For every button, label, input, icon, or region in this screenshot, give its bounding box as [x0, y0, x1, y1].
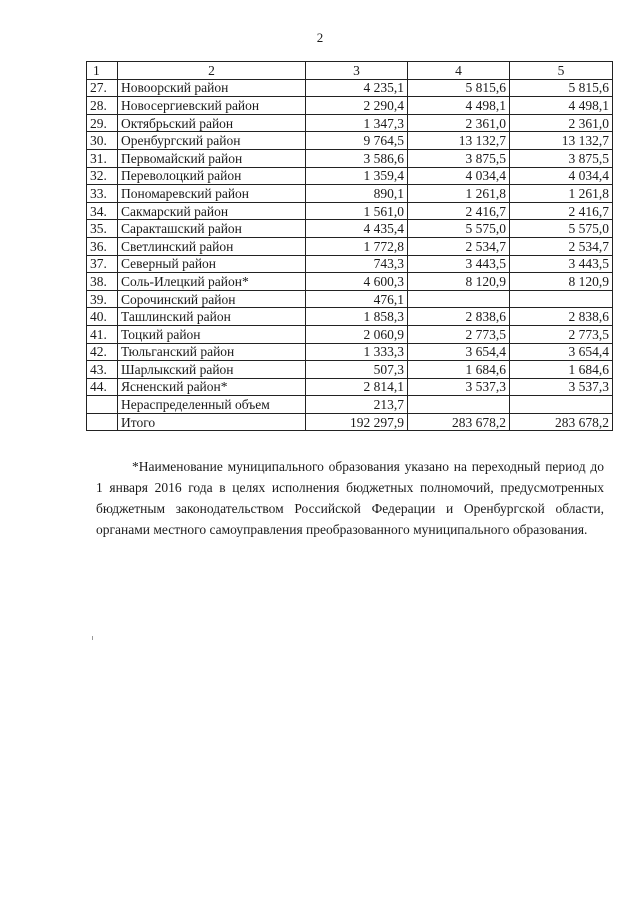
value-col3: 1 858,3 — [306, 308, 408, 326]
district-name: Тоцкий район — [118, 325, 306, 343]
district-name: Северный район — [118, 255, 306, 273]
table-row — [87, 114, 613, 132]
column-header: 2 — [118, 62, 306, 80]
district-name: Переволоцкий район — [118, 167, 306, 185]
value-col4: 3 875,5 — [408, 149, 510, 167]
district-name: Новосергиевский район — [118, 97, 306, 115]
value-col5: 3 875,5 — [510, 149, 613, 167]
value-col5: 5 575,0 — [510, 220, 613, 238]
value-col4: 2 361,0 — [408, 114, 510, 132]
table-row — [87, 97, 613, 115]
value-col5: 3 443,5 — [510, 255, 613, 273]
value-col5: 2 416,7 — [510, 202, 613, 220]
value-col4: 2 416,7 — [408, 202, 510, 220]
row-number — [87, 396, 118, 414]
value-col3: 2 290,4 — [306, 97, 408, 115]
table-row — [87, 343, 613, 361]
district-name: Саракташский район — [118, 220, 306, 238]
value-col5: 13 132,7 — [510, 132, 613, 150]
row-number: 36. — [87, 237, 118, 255]
district-name: Нераспределенный объем — [118, 396, 306, 414]
value-col4: 2 534,7 — [408, 237, 510, 255]
column-header: 1 — [87, 62, 118, 80]
value-col3: 3 586,6 — [306, 149, 408, 167]
row-number: 31. — [87, 149, 118, 167]
footnote: *Наименование муниципального образования указано на переходный период до 1 января 2016 года в целях исполнения бюджетных полномочий, предусмотренных бюджетным законодательством Российской Федерации и Оренбургской области, органами местного самоуправления преобразованного муниципального образования. — [96, 459, 604, 537]
value-col4: 1 684,6 — [408, 361, 510, 379]
value-col5 — [510, 396, 613, 414]
value-col3: 1 347,3 — [306, 114, 408, 132]
value-col5: 4 498,1 — [510, 97, 613, 115]
district-name: Сорочинский район — [118, 290, 306, 308]
table-row — [87, 273, 613, 291]
value-col4: 8 120,9 — [408, 273, 510, 291]
value-col3: 2 814,1 — [306, 378, 408, 396]
table-row — [87, 202, 613, 220]
table-row — [87, 79, 613, 97]
district-name: Ташлинский район — [118, 308, 306, 326]
value-col3: 476,1 — [306, 290, 408, 308]
district-name: Светлинский район — [118, 237, 306, 255]
total-label: Итого — [118, 413, 306, 431]
table-row — [87, 220, 613, 238]
value-col4: 1 261,8 — [408, 185, 510, 203]
value-col5: 8 120,9 — [510, 273, 613, 291]
value-col3: 4 600,3 — [306, 273, 408, 291]
value-col5: 2 773,5 — [510, 325, 613, 343]
value-col4: 4 498,1 — [408, 97, 510, 115]
table-row — [87, 378, 613, 396]
value-col4: 3 443,5 — [408, 255, 510, 273]
district-name: Новоорский район — [118, 79, 306, 97]
total-col3: 192 297,9 — [306, 413, 408, 431]
value-col3: 1 561,0 — [306, 202, 408, 220]
table-row — [87, 185, 613, 203]
total-col5: 283 678,2 — [510, 413, 613, 431]
row-number: 40. — [87, 308, 118, 326]
table-row — [87, 237, 613, 255]
row-number: 39. — [87, 290, 118, 308]
value-col4: 5 815,6 — [408, 79, 510, 97]
value-col4: 3 537,3 — [408, 378, 510, 396]
district-name: Ясненский район* — [118, 378, 306, 396]
table-row — [87, 361, 613, 379]
value-col5: 1 261,8 — [510, 185, 613, 203]
district-name: Оренбургский район — [118, 132, 306, 150]
row-number: 44. — [87, 378, 118, 396]
value-col3: 4 435,4 — [306, 220, 408, 238]
total-row-number — [87, 413, 118, 431]
value-col5: 5 815,6 — [510, 79, 613, 97]
value-col5: 3 654,4 — [510, 343, 613, 361]
scan-mark — [92, 636, 93, 640]
row-number: 32. — [87, 167, 118, 185]
value-col5: 2 838,6 — [510, 308, 613, 326]
row-number: 33. — [87, 185, 118, 203]
total-row — [87, 413, 613, 431]
row-number: 27. — [87, 79, 118, 97]
table-row — [87, 255, 613, 273]
value-col5: 1 684,6 — [510, 361, 613, 379]
row-number: 29. — [87, 114, 118, 132]
value-col4: 2 838,6 — [408, 308, 510, 326]
district-name: Соль-Илецкий район* — [118, 273, 306, 291]
value-col4 — [408, 396, 510, 414]
value-col4 — [408, 290, 510, 308]
value-col3: 9 764,5 — [306, 132, 408, 150]
total-col4: 283 678,2 — [408, 413, 510, 431]
value-col5: 4 034,4 — [510, 167, 613, 185]
value-col4: 3 654,4 — [408, 343, 510, 361]
table-row — [87, 396, 613, 414]
row-number: 37. — [87, 255, 118, 273]
value-col3: 1 333,3 — [306, 343, 408, 361]
district-name: Тюльганский район — [118, 343, 306, 361]
value-col3: 213,7 — [306, 396, 408, 414]
district-name: Октябрьский район — [118, 114, 306, 132]
row-number: 35. — [87, 220, 118, 238]
value-col3: 1 359,4 — [306, 167, 408, 185]
row-number: 28. — [87, 97, 118, 115]
value-col5 — [510, 290, 613, 308]
row-number: 42. — [87, 343, 118, 361]
row-number: 30. — [87, 132, 118, 150]
table-row — [87, 308, 613, 326]
budget-table — [86, 61, 613, 431]
row-number: 41. — [87, 325, 118, 343]
value-col3: 507,3 — [306, 361, 408, 379]
value-col5: 3 537,3 — [510, 378, 613, 396]
value-col3: 743,3 — [306, 255, 408, 273]
table-row — [87, 167, 613, 185]
table-row — [87, 290, 613, 308]
district-name: Пономаревский район — [118, 185, 306, 203]
page-number: 2 — [316, 30, 324, 45]
column-header: 5 — [510, 62, 613, 80]
value-col4: 4 034,4 — [408, 167, 510, 185]
value-col5: 2 361,0 — [510, 114, 613, 132]
row-number: 43. — [87, 361, 118, 379]
value-col4: 2 773,5 — [408, 325, 510, 343]
table-row — [87, 132, 613, 150]
value-col3: 2 060,9 — [306, 325, 408, 343]
value-col4: 5 575,0 — [408, 220, 510, 238]
table-header-row — [87, 62, 613, 80]
value-col3: 4 235,1 — [306, 79, 408, 97]
column-header: 3 — [306, 62, 408, 80]
row-number: 34. — [87, 202, 118, 220]
value-col3: 1 772,8 — [306, 237, 408, 255]
table-row — [87, 325, 613, 343]
district-name: Первомайский район — [118, 149, 306, 167]
row-number: 38. — [87, 273, 118, 291]
value-col3: 890,1 — [306, 185, 408, 203]
value-col4: 13 132,7 — [408, 132, 510, 150]
column-header: 4 — [408, 62, 510, 80]
table-row — [87, 149, 613, 167]
district-name: Сакмарский район — [118, 202, 306, 220]
value-col5: 2 534,7 — [510, 237, 613, 255]
district-name: Шарлыкский район — [118, 361, 306, 379]
